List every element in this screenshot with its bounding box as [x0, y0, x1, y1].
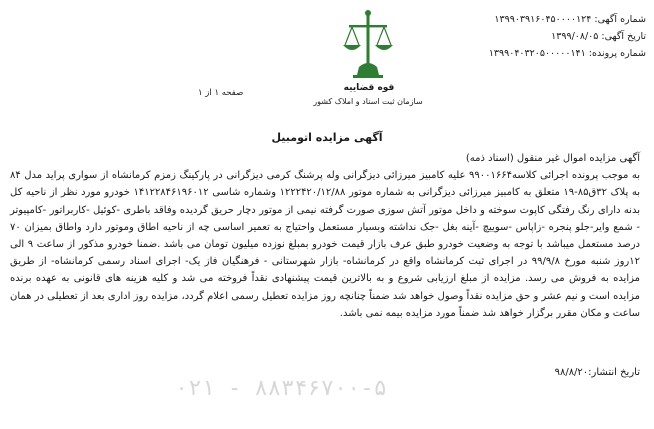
publish-date: تاریخ انتشار:۹۸/۸/۲۰ — [554, 367, 640, 378]
notice-number: شماره آگهی: ۱۳۹۹۰۳۹۱۶۰۴۵۰۰۰۰۱۲۴ — [494, 14, 646, 25]
body-subtitle: آگهی مزایده اموال غیر منقول (اسناد ذمه) — [465, 153, 640, 164]
notice-body — [10, 150, 640, 322]
judiciary-name: قوه قضاییه — [343, 83, 395, 93]
body-text: به موجب پرونده اجرائی کلاسه۹۹۰۰۱۶۶۴ علیه کامبیز میرزائی دیزگرانی وله پرشنگ کرمی دیزگرانی در پارکینگ زمزم کرمانشاه از سواری پراید مدل ۸۴ به پلاک ۳۲ق۸۵-۱۹ متعلق به کامبیز میرزائی دیزگرانی به شماره موتور ۱۲۲۲۴۲۰/۱۲/۸۸ وشماره شاسی ۱۴۱۲۲۸۴۶۱۹۶۰۱۲ خودرو مورد نظر از ناحیه کل بدنه دارای رنگ رفتگی کاپوت سوخته و داخل موتور آتش سوزی صورت گرفته نیمی از موتور دچار حریق گردیده وفاقد باطری -کوئیل -کاربراتور -کامپیوتر - شمع وایر-جلو پنجره -زاپاس -سوییچ -آینه بغل -جک نداشته وبسیار مستعمل واحتیاج به تعمیر اساسی چه از ناحیه اطاق وموتور دارد واطاق بمیزان ۷۰ درصد مستعمل میباشد با توجه به وضعیت خودرو طبق عرف بازار قیمت خودرو بمبلغ نوزده میلیون تومان می باشد .ضمنا خودرو مذکور از ساعت ۹ الی ۱۲روز شنبه مورخ ۹۹/۹/۸ در اجرای ثبت کرمانشاه واقع در کرمانشاه- بازار شهرستانی - فرهنگیان فاز یک- اجرای اسناد رسمی کرمانشاه- از طریق مزایده به فروش می رسد. مزایده از مبلغ ارزیابی شروع و به بالاترین قیمت پیشنهادی نقداً فروخته می شد و کلیه هزینه های قانونی به عهده برنده مزایده است و نیم عشر و حق مزایده نقداً وصول خواهد شد ضمناً چنانچه روز مزایده تعطیل رسمی اعلام گردد، مزایده روز اداری بعد از تعطیلی در همان ساعت و مکان مقرر برگزار خواهد شد ضمناً مورد مزایده بیمه نمی باشد. — [10, 170, 641, 319]
judiciary-emblem-icon — [339, 9, 397, 83]
page-number: صفحه ۱ از ۱ — [198, 88, 244, 98]
notice-meta — [436, 11, 646, 62]
notice-date: تاریخ آگهی: ۱۳۹۹/۰۸/۰۵ — [551, 31, 646, 42]
registration-org-name: سازمان ثبت اسناد و املاک کشور — [313, 97, 423, 106]
case-number: شماره پرونده: ۱۳۹۹۰۴۰۳۲۰۵۰۰۰۰۰۱۴۱ — [488, 48, 646, 59]
phone-watermark: ۰۲۱ - ۸۸۳۴۶۷۰۰-۵ — [175, 376, 387, 401]
notice-title: آگهی مزایده اتومبیل — [271, 131, 383, 144]
